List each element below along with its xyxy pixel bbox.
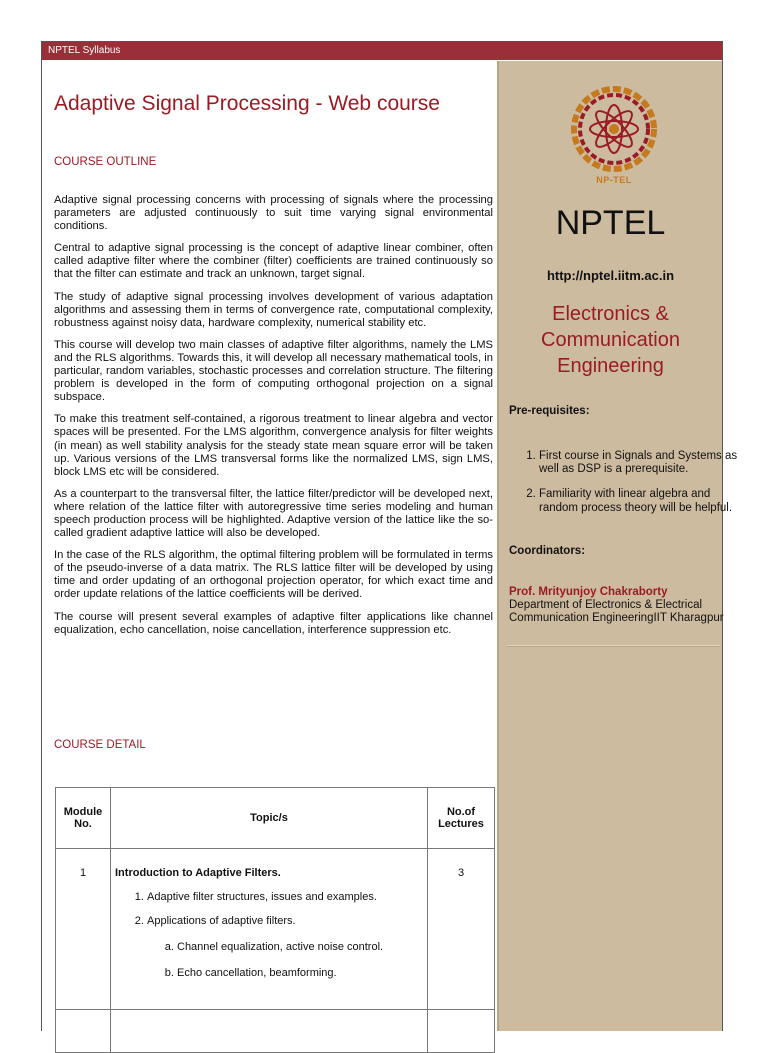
department-name: Electronics & Communication Engineering [541, 303, 680, 377]
prerequisites-list [509, 450, 739, 527]
lectures-header: No.of Lectures [428, 788, 495, 849]
outline-paragraph: In the case of the RLS algorithm, the optimal filtering problem will be formulated in terms of the pseudo-inverse of a data matrix. The RLS lattice filter will be developed by using time and order updating of an orthogonal projection operator, for which exact time and order update relations of the lattice coefficients will be derived. [54, 549, 493, 601]
lecture-count: 3 [428, 849, 495, 1010]
org-name: NPTEL [555, 204, 666, 242]
course-outline-text [54, 194, 493, 646]
module-header: Module No. [56, 788, 111, 849]
lecture-count [428, 1010, 495, 1053]
sidebar-divider [507, 645, 720, 647]
coordinators-heading: Coordinators: [509, 545, 586, 557]
outline-paragraph: This course will develop two main classes of adaptive filter algorithms, namely the LMS and the RLS algorithms. Towards this, it will develop all necessary mathematical tools, in particular, random variables, stochastic processes and correlation structure. The filtering problem is developed in the form of computing orthogonal projection on a signal subspace. [54, 338, 493, 404]
course-detail-heading: COURSE DETAIL [54, 739, 146, 751]
topic-item-text: Applications of adaptive filters. [147, 915, 296, 927]
coordinator-name: Prof. Mrityunjoy Chakraborty [509, 586, 668, 598]
coordinator-affiliation: Department of Electronics & Electrical Communication EngineeringIIT Kharagpur [509, 599, 724, 625]
subtopic-item: a. Channel equalization, active noise control. [177, 941, 423, 953]
prerequisite-item: 1. First course in Signals and Systems as well as DSP is a prerequisite. [539, 450, 739, 476]
page-title: Adaptive Signal Processing - Web course [54, 92, 440, 115]
subtopic-item: b. Echo cancellation, beamforming. [177, 967, 423, 979]
subtopic-list [147, 941, 423, 979]
table-header-row [56, 788, 495, 849]
outline-paragraph: Adaptive signal processing concerns with processing of signals where the processing parameters are adjusted continuously to suit time varying signal environmental conditions. [54, 194, 493, 233]
page-frame [41, 41, 738, 1031]
topic-item-text: Adaptive filter structures, issues and examples. [147, 891, 377, 903]
top-bar [42, 42, 722, 61]
module-number [56, 1010, 111, 1053]
module-number: 1 [56, 849, 111, 1010]
table-row [56, 849, 495, 1010]
main-content [42, 61, 497, 1031]
nptel-emblem-icon [559, 83, 669, 175]
syllabus-label: NPTEL Syllabus [48, 45, 121, 56]
nptel-url-link[interactable]: http://nptel.iitm.ac.in [546, 268, 675, 283]
logo-text: NP-TEL [596, 175, 632, 185]
prerequisites-heading: Pre-requisites: [509, 405, 590, 417]
topic-cell [111, 849, 428, 1010]
sidebar [497, 61, 738, 1031]
outline-paragraph: As a counterpart to the transversal filter, the lattice filter/predictor will be developed next, where relation of the lattice filter with autoregressive time series modeling and human speech production process will be highlighted. Adaptive version of the lattice like the so-called gradient adaptive lattice will also be developed. [54, 487, 493, 540]
outline-paragraph: To make this treatment self-contained, a rigorous treatment to linear algebra and vector spaces will be presented. For the LMS algorithm, convergence analysis for filter weights (in mean) as well stability analysis for the steady state mean square error will be taken up. Various versions of the LMS transversal forms like the normalized LMS, sign LMS, block LMS etc will be considered. [54, 413, 493, 478]
table-row [56, 1010, 495, 1053]
course-outline-heading: COURSE OUTLINE [54, 156, 157, 168]
outline-paragraph: Central to adaptive signal processing is the concept of adaptive linear combiner, often called adaptive filter where the combiner (filter) coefficients are trained continuously so that the filter can estimate and track an unknown, target signal. [54, 242, 493, 281]
topics-header: Topic/s [111, 788, 428, 849]
topic-list [115, 891, 423, 979]
course-detail-table [55, 787, 495, 1053]
coordinator-block [509, 586, 724, 626]
prerequisite-item: 2. Familiarity with linear algebra and random process theory will be helpful. [539, 488, 739, 514]
outline-paragraph: The study of adaptive signal processing involves development of various adaptation algorithms and assessing them in terms of convergence rate, computational complexity, robustness against noisy data, hardware complexity, numerical stability etc. [54, 290, 493, 329]
topic-item [147, 891, 423, 903]
topic-cell [111, 1010, 428, 1053]
outline-paragraph: The course will present several examples of adaptive filter applications like channel equalization, echo cancellation, noise cancellation, interference suppression etc. [54, 610, 493, 636]
topic-title: Introduction to Adaptive Filters. [115, 867, 281, 879]
nptel-logo [559, 83, 669, 191]
topic-item [147, 915, 423, 979]
